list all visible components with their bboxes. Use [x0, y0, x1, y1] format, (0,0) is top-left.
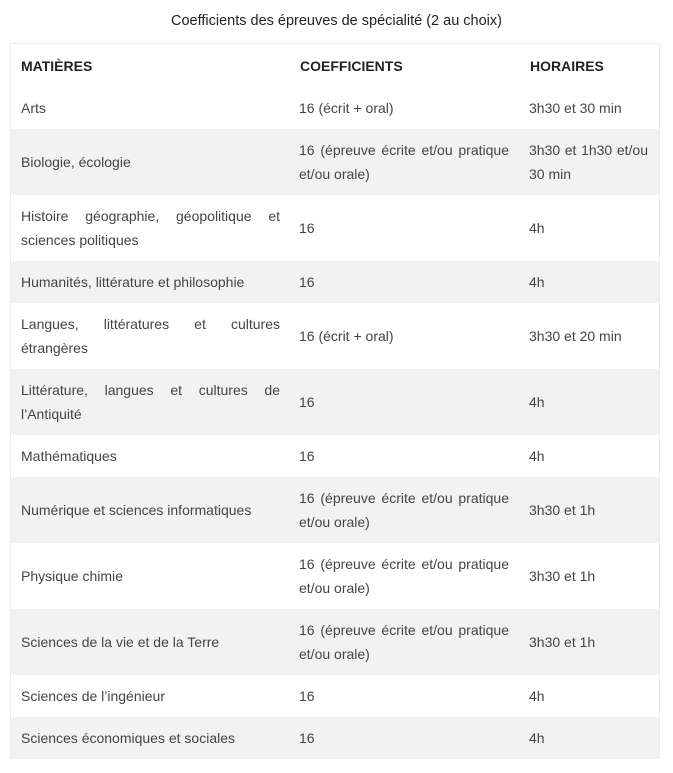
cell-horaire: 4h — [529, 274, 545, 290]
table-caption: Coefficients des épreuves de spécialité (2 au choix) — [170, 13, 502, 29]
cell-coefficient: 16 (épreuve écrite et/ou pratique et/ou orale) — [299, 490, 509, 530]
cell-coefficient: 16 — [299, 448, 315, 464]
cell-matiere: Littérature, langues et cultures de l’Antiquité — [21, 382, 280, 422]
cell-coefficient: 16 — [299, 274, 315, 290]
cell-matiere: Sciences économiques et sociales — [21, 730, 236, 746]
header-horaires: HORAIRES — [520, 44, 659, 87]
cell-horaire: 3h30 et 1h — [529, 568, 596, 584]
cell-coefficient: 16 (écrit + oral) — [299, 100, 394, 116]
coefficients-table-container — [10, 43, 660, 759]
cell-horaire: 4h — [529, 220, 545, 236]
coefficients-table — [11, 44, 659, 759]
cell-coefficient: 16 (écrit + oral) — [299, 328, 394, 344]
cell-matiere: Physique chimie — [21, 568, 123, 584]
table-row — [11, 477, 659, 543]
header-coefficients: COEFFICIENTS — [290, 44, 520, 87]
table-row — [11, 129, 659, 195]
cell-horaire: 3h30 et 1h30 et/ou 30 min — [529, 142, 648, 182]
cell-horaire: 4h — [529, 394, 545, 410]
cell-coefficient: 16 — [299, 220, 315, 236]
cell-horaire: 3h30 et 20 min — [529, 328, 622, 344]
table-header-row — [11, 44, 659, 87]
cell-coefficient: 16 — [299, 394, 315, 410]
cell-matiere: Humanités, littérature et philosophie — [21, 274, 245, 290]
cell-coefficient: 16 (épreuve écrite et/ou pratique et/ou orale) — [299, 142, 509, 182]
cell-matiere: Histoire géographie, géopolitique et sciences politiques — [21, 208, 280, 248]
cell-matiere: Numérique et sciences informatiques — [21, 502, 252, 518]
table-row — [11, 717, 659, 759]
cell-horaire: 3h30 et 1h — [529, 634, 596, 650]
cell-coefficient: 16 — [299, 688, 315, 704]
cell-matiere: Sciences de la vie et de la Terre — [21, 634, 220, 650]
table-row — [11, 303, 659, 369]
cell-horaire: 3h30 et 30 min — [529, 100, 622, 116]
cell-coefficient: 16 — [299, 730, 315, 746]
table-row — [11, 435, 659, 477]
cell-matiere: Langues, littératures et cultures étrangères — [21, 316, 280, 356]
cell-horaire: 4h — [529, 688, 545, 704]
cell-matiere: Arts — [21, 100, 46, 116]
table-row — [11, 543, 659, 609]
cell-horaire: 4h — [529, 730, 545, 746]
cell-coefficient: 16 (épreuve écrite et/ou pratique et/ou orale) — [299, 556, 509, 596]
table-row — [11, 675, 659, 717]
table-row — [11, 195, 659, 261]
table-row — [11, 87, 659, 129]
header-matieres: MATIÈRES — [11, 44, 290, 87]
table-row — [11, 369, 659, 435]
table-row — [11, 609, 659, 675]
table-row — [11, 261, 659, 303]
cell-horaire: 4h — [529, 448, 545, 464]
cell-matiere: Biologie, écologie — [21, 154, 131, 170]
cell-horaire: 3h30 et 1h — [529, 502, 596, 518]
cell-matiere: Mathématiques — [21, 448, 117, 464]
cell-matiere: Sciences de l’ingénieur — [21, 688, 165, 704]
cell-coefficient: 16 (épreuve écrite et/ou pratique et/ou orale) — [299, 622, 509, 662]
